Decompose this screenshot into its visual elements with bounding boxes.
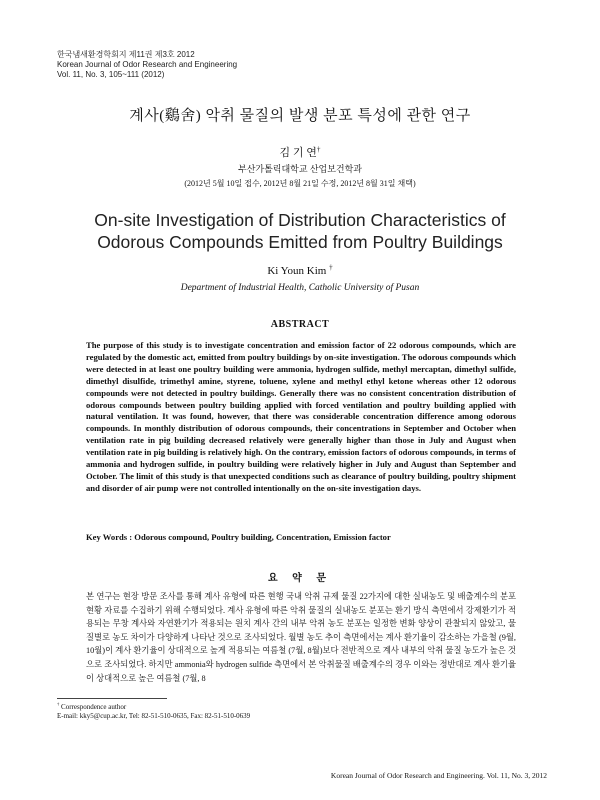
korean-author [0, 144, 600, 160]
keywords: Key Words : Odorous compound, Poultry building, Concentration, Emission factor [86, 532, 391, 542]
footnote-correspondence: Correspondence author [61, 703, 127, 711]
abstract-heading: ABSTRACT [270, 319, 330, 330]
footnote-contact: E-mail: kky5@cup.ac.kr, Tel: 82-51-510-0635, Fax: 82-51-510-0639 [57, 712, 251, 720]
korean-affiliation: 부산가톨릭대학교 산업보건학과 [238, 164, 362, 174]
english-title-line2: Odorous Compounds Emitted from Poultry Buildings [97, 232, 503, 252]
footnote [57, 703, 250, 721]
english-title-line1: On-site Investigation of Distribution Characteristics of [94, 210, 506, 230]
journal-header-korean: 한국냄새환경학회지 제11권 제3호 2012 [57, 50, 195, 59]
english-title [0, 209, 600, 253]
english-author [0, 265, 600, 277]
english-author-name: Ki Youn Kim [267, 265, 327, 277]
footnote-divider [57, 698, 167, 699]
korean-dates: (2012년 5월 10일 접수, 2012년 8월 21일 수정, 2012년 8월 31일 채택) [184, 179, 416, 188]
english-author-mark: † [329, 263, 333, 272]
korean-author-mark: † [316, 145, 321, 154]
journal-header [57, 50, 237, 80]
journal-header-english: Korean Journal of Odor Research and Engineering [57, 60, 238, 69]
abstract-text: The purpose of this study is to investigate concentration and emission factor of 22 odorous compounds, which are regulated by the domestic act, emitted from poultry buildings by on-site investigation. The odorous compounds which were detected in at least one poultry building were ammonia, hydrogen sulfide, methyl mercaptan, dimethyl sulfide, dimethyl disulfide, trimethyl amine, styrene, toluene, xylene and methyl ethyl ketone whereas other 12 odorous compounds were not detected in poultry buildings. Generally there was no consistent concentration distribution of odorous compounds between poultry building applied with forced ventilation and poultry building applied with natural ventilation. It was found, however, that there was considerable concentration difference among odorous compounds. In monthly distribution of odorous compounds, their concentrations in September and October when ventilation rate in pig building decreased relatively were generally higher than those in July and August when ventilation rate in pig building is relatively high. On the contrary, emission factors of odorous compounds, in terms of ammonia and hydrogen sulfide, in poultry building were relatively higher in July and August than September and October. The limit of this study is that unexpected conditions such as clearance of poultry building, poultry shipment and disorder of air pump were not controlled intentionally on the on-site investigation days. [86, 340, 516, 493]
page-footer: Korean Journal of Odor Research and Engineering. Vol. 11, No. 3, 2012 [330, 771, 547, 780]
english-affiliation: Department of Industrial Health, Catholic University of Pusan [180, 283, 420, 293]
footnote-mark: † [57, 701, 60, 707]
summary-text: 본 연구는 현장 방문 조사를 통해 계사 유형에 따른 현행 국내 악취 규제 물질 22가지에 대한 실내농도 및 배출계수의 분포 현황 자료를 수집하기 위해 수행되었다. 계사 유형에 따른 악취 물질의 실내농도 분포는 환기 방식 측면에서 강제환기가 적용되는 무창 계사와 자연환기가 적용되는 원치 계사 간의 내부 악취 농도 분포는 일정한 변화 양상이 관찰되지 않았고, 물질별로 농도 차이가 다양하게 나타난 것으로 조사되었다. 월별 농도 추이 측면에서는 계사 환기율이 감소하는 가을철 (9월, 10월)이 계사 환기율이 상대적으로 높게 적용되는 여름철 (7월, 8월)보다 전반적으로 계사 내부의 악취 물질 농도가 높은 것으로 조사되었다. 하지만 ammonia와 hydrogen sulfide 측면에서 본 악취물질 배출계수의 경우 이와는 정반대로 계사 환기율이 상대적으로 높은 여름철 (7월, 8 [86, 592, 516, 683]
journal-header-volume: Vol. 11, No. 3, 105~111 (2012) [57, 70, 165, 79]
korean-author-name: 김 기 연 [279, 147, 317, 159]
summary-heading: 요 약 문 [268, 573, 332, 584]
korean-title: 계사(鷄舍) 악취 물질의 발생 분포 특성에 관한 연구 [129, 108, 471, 124]
